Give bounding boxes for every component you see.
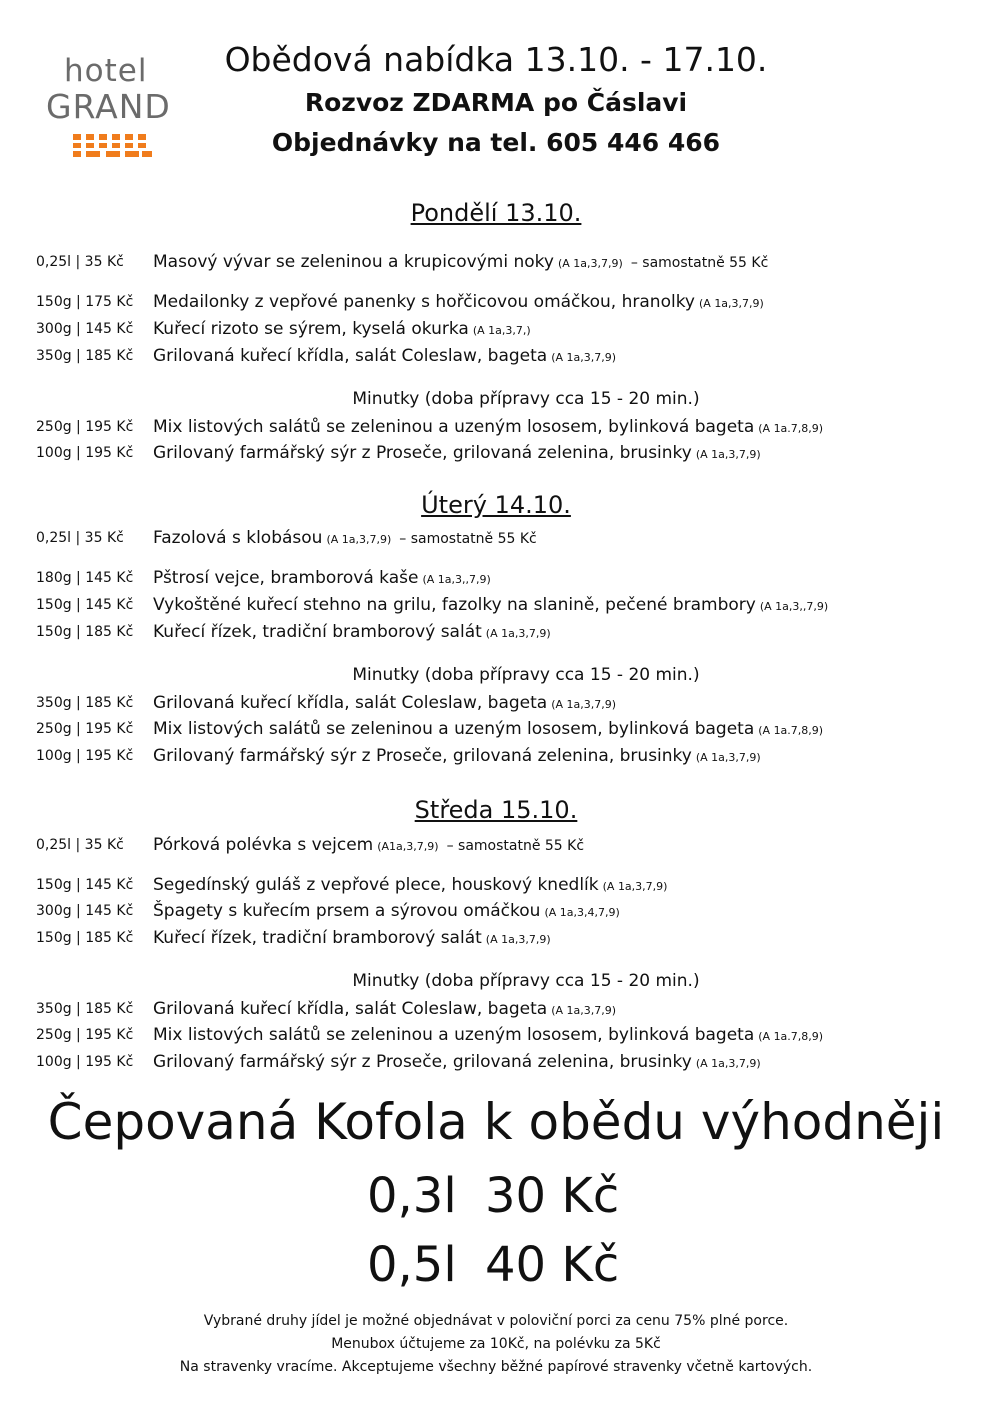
soup-row [36,526,966,550]
menu-row [36,441,966,465]
dish-name: Mix listových salátů se zeleninou a uzeným lososem, bylinková bageta [153,1025,755,1045]
dish-name: Grilovaná kuřecí křídla, salát Coleslaw, bageta [153,346,548,366]
portion-price: 150g | 145 Kč [36,597,134,613]
portion-price: 100g | 195 Kč [36,445,134,461]
day-heading-monday: Pondělí 13.10. [410,199,582,227]
dish-name: Vykoštěné kuřecí stehno na grilu, fazolky na slanině, pečené brambory [153,595,756,615]
soup-separate-price: – samostatně 55 Kč [399,531,537,547]
menu-title: Obědová nabídka 13.10. - 17.10. [224,40,768,79]
allergens: (A 1a,3,7,9) [695,1057,761,1070]
allergens: (A 1a,3,7,9) [602,880,668,893]
allergens: (A 1a,3,7,) [472,324,531,337]
portion-price: 0,25l | 35 Kč [36,254,124,270]
day-heading-wednesday: Středa 15.10. [414,796,578,824]
portion-price: 150g | 185 Kč [36,624,134,640]
day-heading-tuesday: Úterý 14.10. [421,491,571,519]
order-phone: Objednávky na tel. 605 446 466 [271,128,721,157]
dish-name: Segedínský guláš z vepřové plece, houskový knedlík [153,875,599,895]
portion-price: 350g | 185 Kč [36,1001,134,1017]
dish-name: Fazolová s klobásou [153,528,323,548]
menu-row [36,691,966,715]
menu-row [36,1023,966,1047]
dish-name: Pórková polévka s vejcem [153,835,374,855]
allergens: (A 1a.7,8,9) [758,1030,824,1043]
portion-price: 100g | 195 Kč [36,1054,134,1070]
allergens: (A1a,3,7,9) [377,840,439,853]
menu-row [36,744,966,768]
menu-row [36,717,966,741]
dish-name: Medailonky z vepřové panenky s hořčicovou omáčkou, hranolky [153,292,695,312]
footer-half-portion-note: Vybrané druhy jídel je možné objednávat v poloviční porci za cenu 75% plné porce. [203,1313,789,1329]
dish-name: Kuřecí řízek, tradiční bramborový salát [153,622,482,642]
allergens: (A 1a.7,8,9) [758,422,824,435]
portion-price: 300g | 145 Kč [36,321,134,337]
portion-price: 250g | 195 Kč [36,721,134,737]
allergens: (A 1a.7,8,9) [758,724,824,737]
dish-name: Grilovaný farmářský sýr z Proseče, grilovaná zelenina, brusinky [153,443,692,463]
delivery-info: Rozvoz ZDARMA po Čáslavi [304,88,688,117]
portion-price: 100g | 195 Kč [36,748,134,764]
allergens: (A 1a,3,7,9) [695,751,761,764]
kofola-volume: 0,5l [367,1237,457,1293]
allergens: (A 1a,3,7,9) [485,627,551,640]
minutky-heading: Minutky (doba přípravy cca 15 - 20 min.) [352,665,700,685]
dish-name: Grilovaný farmářský sýr z Proseče, grilovaná zelenina, brusinky [153,1052,692,1072]
dish-name: Kuřecí rizoto se sýrem, kyselá okurka [153,319,469,339]
kofola-promo-headline: Čepovaná Kofola k obědu výhodněji [47,1093,945,1151]
dish-name: Mix listových salátů se zeleninou a uzeným lososem, bylinková bageta [153,417,755,437]
menu-row [36,997,966,1021]
allergens: (A 1a,3,,7,9) [422,573,491,586]
logo-dots-icon [73,134,153,158]
portion-price: 150g | 185 Kč [36,930,134,946]
logo-grand-text: GRAND [46,87,171,126]
soup-row [36,250,966,274]
portion-price: 150g | 175 Kč [36,294,134,310]
allergens: (A 1a,3,7,9) [326,533,392,546]
minutky-heading: Minutky (doba přípravy cca 15 - 20 min.) [352,971,700,991]
portion-price: 180g | 145 Kč [36,570,134,586]
soup-row [36,833,966,857]
menu-row [36,344,966,368]
dish-name: Grilovaný farmářský sýr z Proseče, grilovaná zelenina, brusinky [153,746,692,766]
footer-menubox-note: Menubox účtujeme za 10Kč, na polévku za 5Kč [331,1336,661,1352]
portion-price: 0,25l | 35 Kč [36,530,124,546]
portion-price: 250g | 195 Kč [36,419,134,435]
dish-name: Kuřecí řízek, tradiční bramborový salát [153,928,482,948]
soup-separate-price: – samostatně 55 Kč [630,255,769,271]
allergens: (A 1a,3,4,7,9) [544,906,620,919]
allergens: (A 1a,3,7,9) [485,933,551,946]
allergens: (A 1a,3,7,9) [551,698,617,711]
kofola-price: 40 Kč [485,1237,620,1293]
menu-row [36,620,966,644]
allergens: (A 1a,3,7,9) [551,351,617,364]
dish-name: Pštrosí vejce, bramborová kaše [153,568,419,588]
minutky-heading: Minutky (doba přípravy cca 15 - 20 min.) [352,389,700,409]
portion-price: 350g | 185 Kč [36,695,134,711]
portion-price: 350g | 185 Kč [36,348,134,364]
allergens: (A 1a,3,7,9) [551,1004,617,1017]
kofola-price-row [0,1168,992,1224]
menu-row [36,873,966,897]
portion-price: 150g | 145 Kč [36,877,134,893]
allergens: (A 1a,3,7,9) [557,257,623,270]
menu-row [36,593,966,617]
dish-name: Grilovaná kuřecí křídla, salát Coleslaw, bageta [153,693,548,713]
dish-name: Špagety s kuřecím prsem a sýrovou omáčkou [153,901,541,921]
kofola-volume: 0,3l [367,1168,457,1224]
menu-row [36,415,966,439]
soup-separate-price: – samostatně 55 Kč [446,838,585,854]
allergens: (A 1a,3,7,9) [695,448,761,461]
menu-row [36,290,966,314]
portion-price: 250g | 195 Kč [36,1027,134,1043]
logo-hotel-text: hotel [64,53,148,89]
menu-row [36,1050,966,1074]
menu-row [36,899,966,923]
menu-row [36,566,966,590]
dish-name: Mix listových salátů se zeleninou a uzeným lososem, bylinková bageta [153,719,755,739]
portion-price: 300g | 145 Kč [36,903,134,919]
menu-row [36,317,966,341]
kofola-price: 30 Kč [485,1168,620,1224]
dish-name: Grilovaná kuřecí křídla, salát Coleslaw, bageta [153,999,548,1019]
allergens: (A 1a,3,,7,9) [759,600,829,613]
kofola-price-row [0,1237,992,1293]
portion-price: 0,25l | 35 Kč [36,837,124,853]
footer-vouchers-note: Na stravenky vracíme. Akceptujeme všechny běžné papírové stravenky včetně kartových. [179,1359,813,1375]
menu-row [36,926,966,950]
allergens: (A 1a,3,7,9) [699,297,764,310]
dish-name: Masový vývar se zeleninou a krupicovými noky [153,252,554,272]
